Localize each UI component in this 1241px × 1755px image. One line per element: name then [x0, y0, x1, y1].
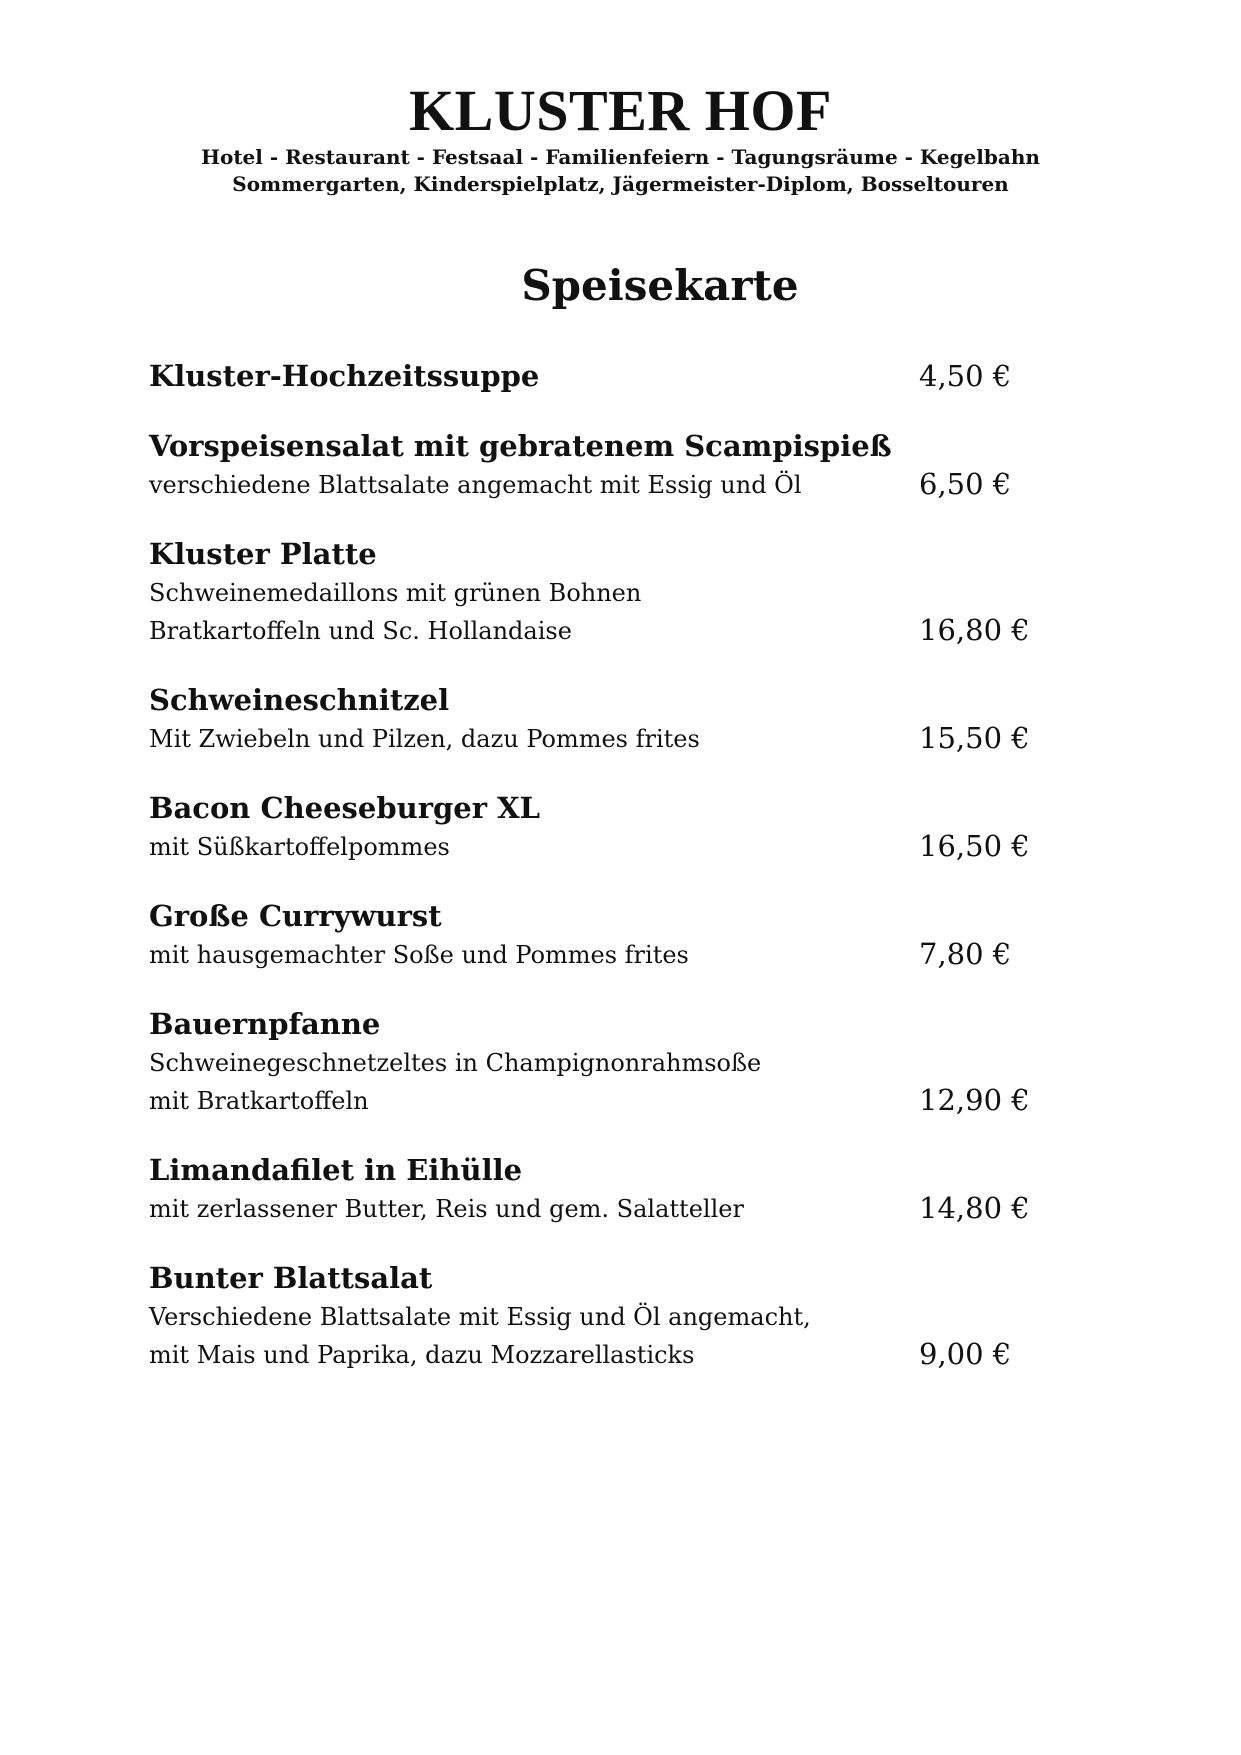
menu-item [149, 1150, 1079, 1228]
menu-item [149, 356, 1079, 396]
menu-item-name: Bacon Cheeseburger XL [149, 791, 540, 825]
menu-item-description: mit Mais und Paprika, dazu Mozzarellasticks [149, 1341, 695, 1369]
menu-item-name: Große Currywurst [149, 899, 442, 933]
menu-item [149, 680, 1079, 758]
menu-item [149, 1004, 1079, 1120]
menu-list [149, 356, 1079, 1404]
menu-item-price: 7,80 € [919, 937, 1012, 971]
menu-item-description: Bratkartoffeln und Sc. Hollandaise [149, 617, 572, 645]
menu-item [149, 1258, 1079, 1374]
menu-item-name: Limandafilet in Eihülle [149, 1153, 523, 1187]
menu-item-description: mit hausgemachter Soße und Pommes frites [149, 941, 689, 969]
menu-item-description: Mit Zwiebeln und Pilzen, dazu Pommes frites [149, 725, 700, 753]
tagline-line-1: Hotel - Restaurant - Festsaal - Familienfeiern - Tagungsräume - Kegelbahn [201, 145, 1040, 169]
menu-item-description: verschiedene Blattsalate angemacht mit Essig und Öl [149, 471, 802, 499]
brand-title: KLUSTER HOF [409, 78, 832, 143]
menu-item-name: Schweineschnitzel [149, 683, 450, 717]
menu-item [149, 426, 1079, 504]
menu-item-price: 12,90 € [919, 1083, 1030, 1117]
menu-item-price: 15,50 € [919, 721, 1030, 755]
menu-item-description: mit Süßkartoffelpommes [149, 833, 450, 861]
menu-item-name: Kluster-Hochzeitssuppe [149, 359, 540, 393]
menu-title: Speisekarte [521, 261, 799, 310]
menu-item-price: 16,50 € [919, 829, 1030, 863]
menu-item-price: 4,50 € [919, 359, 1012, 393]
menu-item-price: 16,80 € [919, 613, 1030, 647]
menu-item-name: Kluster Platte [149, 537, 377, 571]
menu-item-description: mit zerlassener Butter, Reis und gem. Salatteller [149, 1195, 744, 1223]
tagline-line-2: Sommergarten, Kinderspielplatz, Jägermeister-Diplom, Bosseltouren [232, 172, 1009, 196]
menu-item-name: Bunter Blattsalat [149, 1261, 433, 1295]
menu-item-description: mit Bratkartoffeln [149, 1087, 369, 1115]
menu-item-name: Bauernpfanne [149, 1007, 381, 1041]
menu-item-description: Verschiedene Blattsalate mit Essig und Öl angemacht, [149, 1303, 811, 1331]
menu-item-price: 14,80 € [919, 1191, 1030, 1225]
menu-item [149, 788, 1079, 866]
menu-item-description: Schweinegeschnetzeltes in Champignonrahmsoße [149, 1049, 762, 1077]
header [0, 78, 1241, 198]
menu-item-description: Schweinemedaillons mit grünen Bohnen [149, 579, 642, 607]
menu-item-price: 6,50 € [919, 467, 1012, 501]
menu-item [149, 896, 1079, 974]
menu-item-name: Vorspeisensalat mit gebratenem Scampispieß [149, 429, 892, 463]
menu-item [149, 534, 1079, 650]
menu-item-price: 9,00 € [919, 1337, 1012, 1371]
